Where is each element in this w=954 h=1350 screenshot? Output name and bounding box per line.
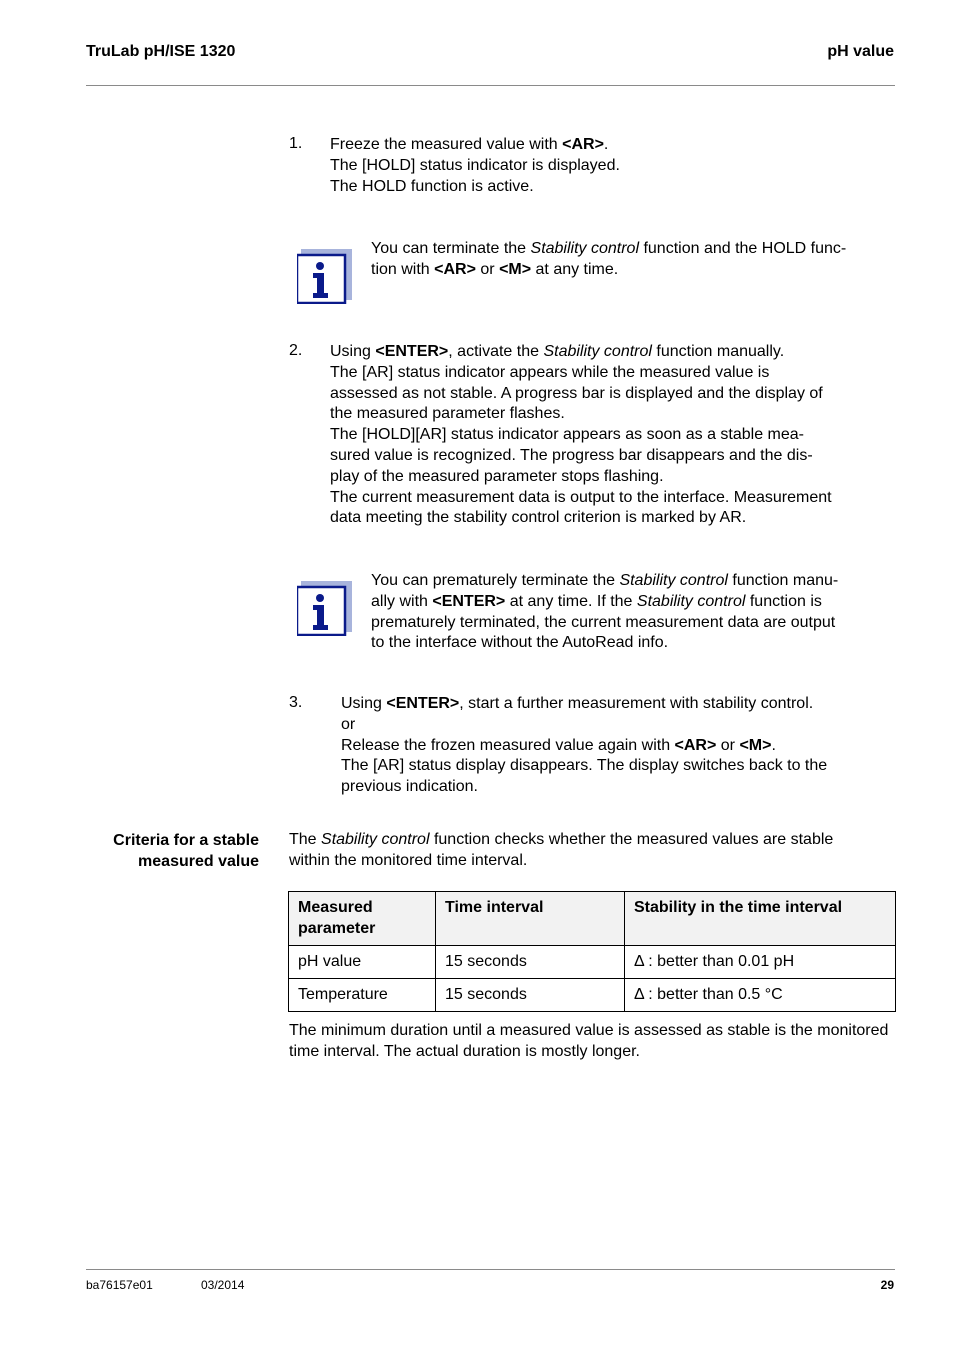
step-number: 2. bbox=[289, 342, 303, 359]
table-cell: Δ : better than 0.5 °C bbox=[625, 979, 896, 1012]
step-number: 1. bbox=[289, 135, 303, 152]
page-number: 29 bbox=[880, 1278, 894, 1292]
running-header-section: pH value bbox=[827, 43, 894, 60]
step-1-text: Freeze the measured value with <AR>. The [HOLD] status indicator is displayed. The HOLD function is active. bbox=[330, 136, 620, 195]
column-header: Measured parameter bbox=[289, 892, 436, 946]
key-label: <M> bbox=[499, 260, 532, 278]
key-label: <ENTER> bbox=[432, 592, 506, 610]
table-cell: 15 seconds bbox=[436, 979, 625, 1012]
criteria-intro: The Stability control function checks whether the measured values are stable within the monitored time interval. bbox=[289, 831, 834, 869]
table-cell: Temperature bbox=[289, 979, 436, 1012]
key-label: <ENTER> bbox=[386, 695, 460, 712]
table-row bbox=[289, 946, 896, 979]
table-cell: 15 seconds bbox=[436, 946, 625, 979]
function-name: Stability control bbox=[619, 572, 728, 589]
table-row bbox=[289, 979, 896, 1012]
key-label: <AR> bbox=[562, 136, 604, 153]
key-label: <M> bbox=[739, 736, 772, 754]
column-header: Time interval bbox=[436, 892, 625, 946]
note-text: You can prematurely terminate the Stability control function manu- ally with <ENTER> at any time. If the Stability control function is prematurely terminated, the current measurement data are output to the interface without the AutoRead info. bbox=[371, 572, 839, 652]
criteria-outro: The minimum duration until a measured value is assessed as stable is the monitored time interval. The actual duration is mostly longer. bbox=[289, 1022, 889, 1060]
note-text: You can terminate the Stability control function and the HOLD func- tion with <AR> or <M> at any time. bbox=[371, 240, 847, 278]
info-icon bbox=[297, 581, 352, 636]
side-heading-line: measured value bbox=[138, 853, 259, 870]
table-cell: Δ : better than 0.01 pH bbox=[625, 946, 896, 979]
key-label: <AR> bbox=[674, 736, 717, 754]
document-date: 03/2014 bbox=[201, 1278, 245, 1292]
table-header-row bbox=[289, 892, 896, 946]
step-2-text: Using <ENTER>, activate the Stability control function manually. The [AR] status indicator appears while the measured value is assessed as not stable. A progress bar is displayed and the display of the measured parameter flashes. The [HOLD][AR] status indicator appears as soon as a stable mea- sured value is recognized. The progress bar disappears and the dis- play of the measured parameter stops flashing. The current measurement data is output to the interface. Measurement data meeting the stability control criterion is marked by AR. bbox=[330, 343, 832, 527]
step-number: 3. bbox=[289, 694, 303, 711]
function-name: Stability control bbox=[543, 343, 652, 360]
running-header-title: TruLab pH/ISE 1320 bbox=[86, 43, 236, 60]
function-name: Stability control bbox=[530, 240, 640, 257]
key-label: <ENTER> bbox=[375, 343, 449, 360]
header-rule bbox=[86, 85, 895, 86]
column-header: Stability in the time interval bbox=[625, 892, 896, 946]
side-heading-line: Criteria for a stable bbox=[113, 832, 259, 849]
section-side-heading bbox=[60, 830, 259, 872]
document-id: ba76157e01 bbox=[86, 1278, 153, 1292]
info-icon bbox=[297, 249, 352, 304]
stability-criteria-table bbox=[288, 891, 896, 1012]
key-label: <AR> bbox=[434, 260, 476, 278]
footer-rule bbox=[86, 1269, 895, 1270]
function-name: Stability control bbox=[321, 831, 430, 848]
step-3-text: Using <ENTER>, start a further measurement with stability control. or Release the frozen measured value again with <AR> or <M>. The [AR] status display disappears. The display switches back to the previous indication. bbox=[341, 695, 828, 796]
function-name: Stability control bbox=[636, 592, 746, 610]
table-cell: pH value bbox=[289, 946, 436, 979]
